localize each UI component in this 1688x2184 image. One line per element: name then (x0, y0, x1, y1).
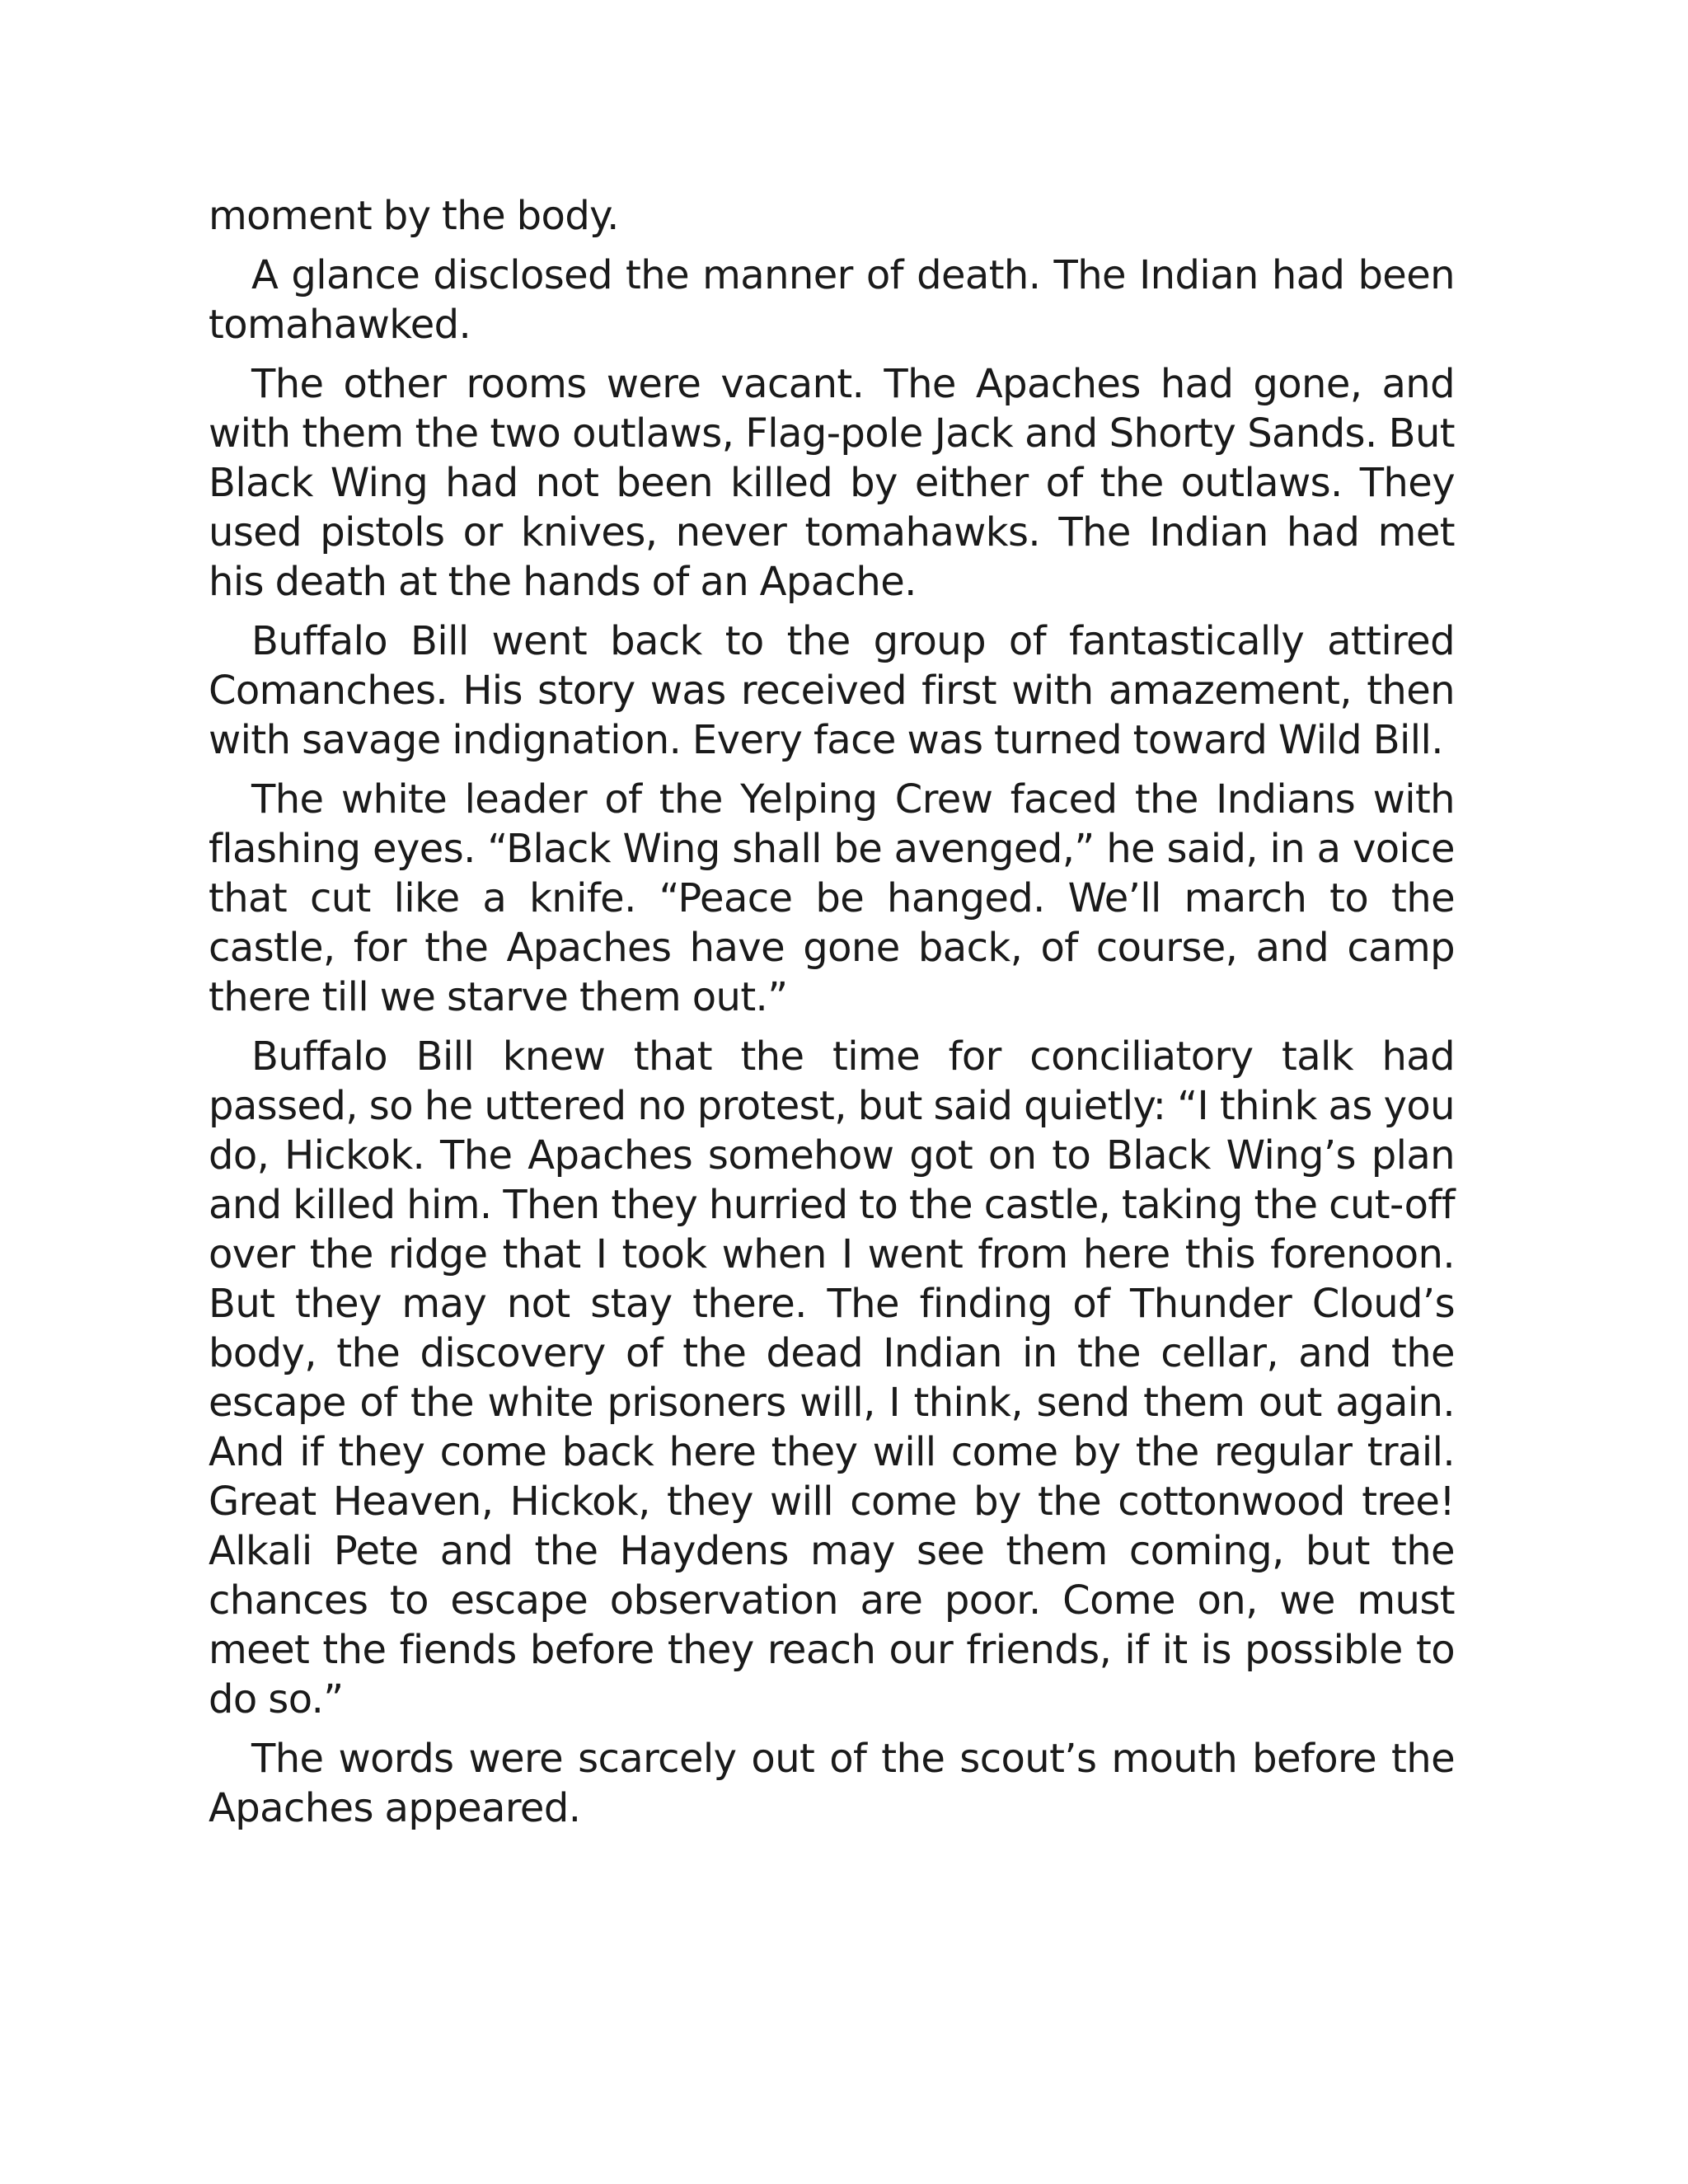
paragraph: The words were scarcely out of the scout’s mouth before the Apaches appeared. (209, 1736, 1455, 1831)
paragraph: A glance disclosed the manner of death. The Indian had been tomahawked. (209, 252, 1455, 348)
paragraph: The white leader of the Yelping Crew faced the Indians with flashing eyes. “Black Wing shall be avenged,” he said, in a voice that cut like a knife. “Peace be hanged. We’ll march to the castle, for the Apaches have gone back, of course, and camp there till we starve them out.” (209, 776, 1455, 1020)
paragraph: Buffalo Bill knew that the time for conciliatory talk had passed, so he uttered no protest, but said quietly: “I think as you do, Hickok. The Apaches somehow got on to Black Wing’s plan and killed him. Then they hurried to the castle, taking the cut-off over the ridge that I took when I went from here this forenoon. But they may not stay there. The finding of Thunder Cloud’s body, the discovery of the dead Indian in the cellar, and the escape of the white prisoners will, I think, send them out again. And if they come back here they will come by the regular trail. Great Heaven, Hickok, they will come by the cottonwood tree! Alkali Pete and the Haydens may see them coming, but the chances to escape observation are poor. Come on, we must meet the fiends before they reach our friends, if it is possible to do so.” (209, 1033, 1455, 1722)
page-body (209, 191, 1455, 1843)
paragraph-continuation: moment by the body. (209, 193, 619, 239)
paragraph: The other rooms were vacant. The Apaches had gone, and with them the two outlaws, Flag-pole Jack and Shorty Sands. But Black Wing had not been killed by either of the outlaws. They used pistols or knives, never tomahawks. The Indian had met his death at the hands of an Apache. (209, 361, 1455, 605)
paragraph: Buffalo Bill went back to the group of fantastically attired Comanches. His story was received first with amazement, then with savage indignation. Every face was turned toward Wild Bill. (209, 618, 1455, 763)
